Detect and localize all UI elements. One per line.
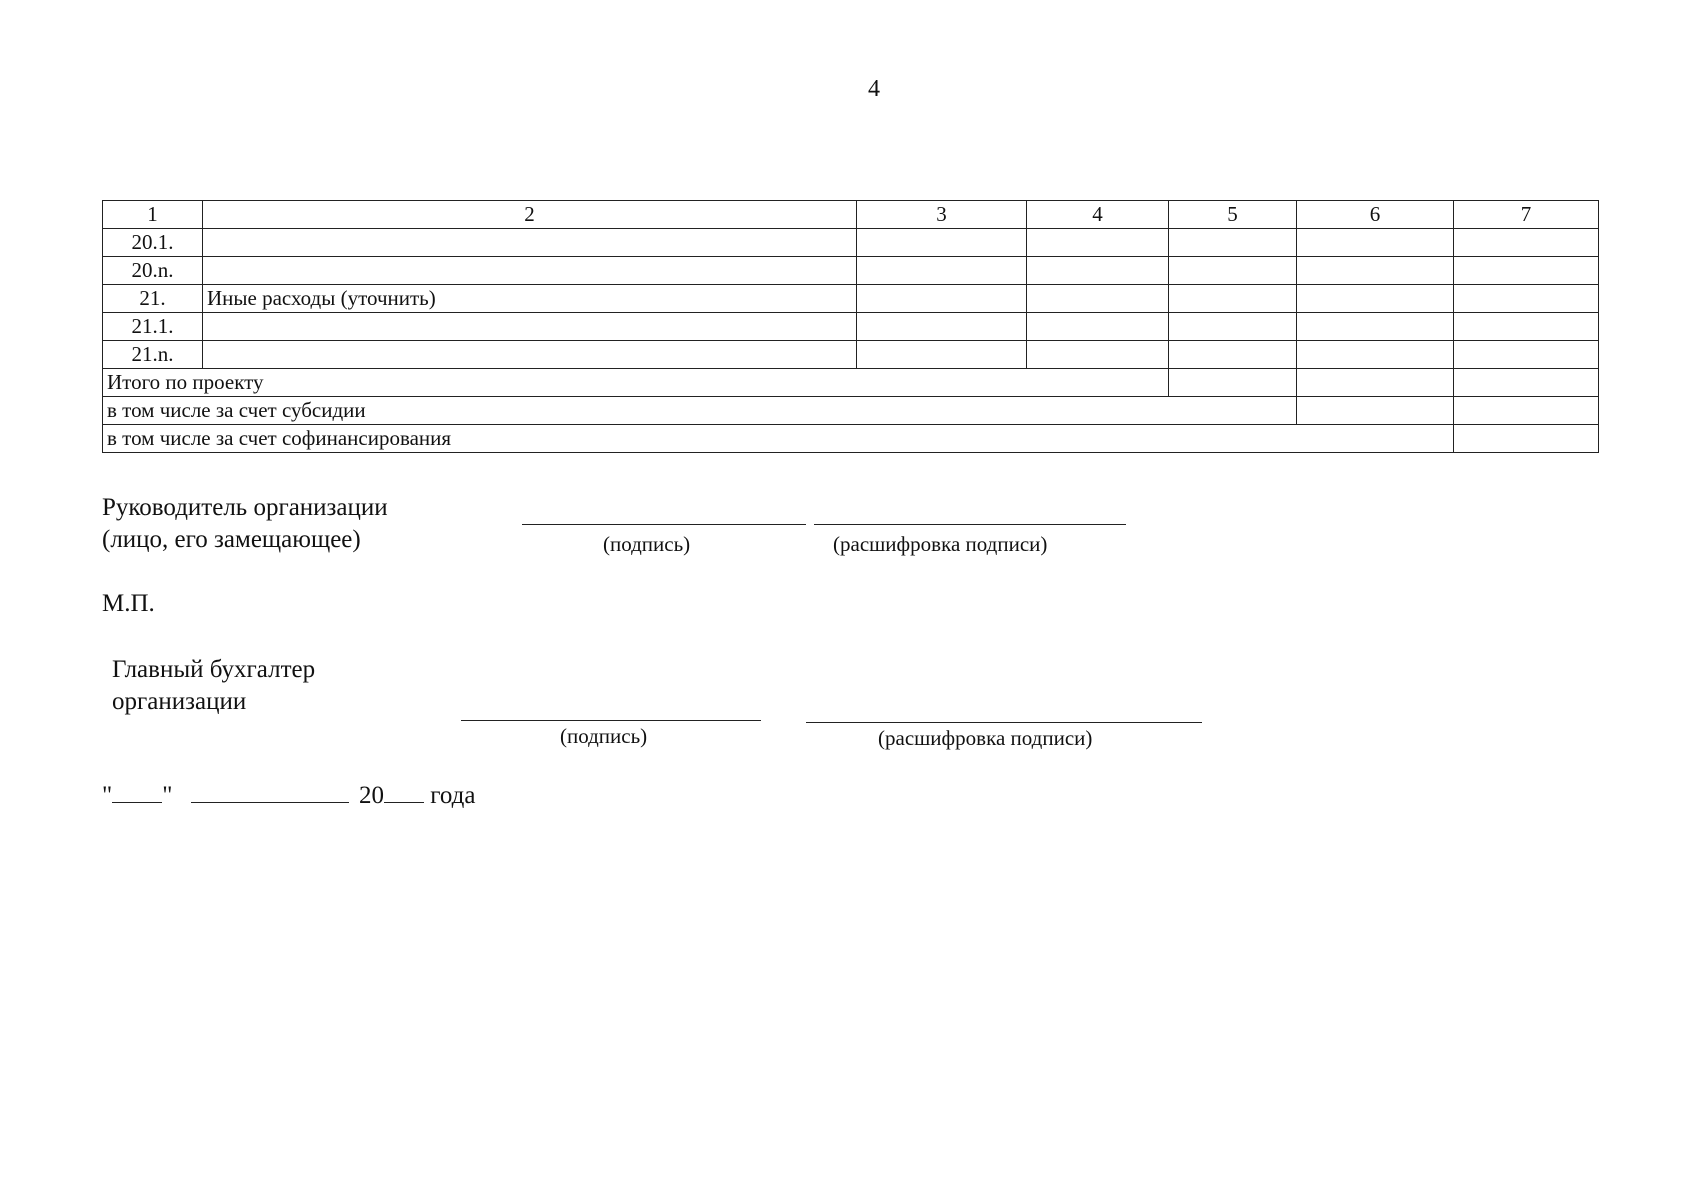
table-cell bbox=[1297, 229, 1454, 257]
table-cell bbox=[1454, 285, 1599, 313]
table-cell bbox=[1027, 229, 1169, 257]
table-row bbox=[103, 313, 1599, 341]
head-title-line1: Руководитель организации bbox=[102, 494, 388, 521]
table-cell bbox=[857, 285, 1027, 313]
table-cell bbox=[1297, 313, 1454, 341]
table-cell bbox=[1027, 257, 1169, 285]
accountant-title-line1: Главный бухгалтер bbox=[112, 656, 316, 683]
table-cell bbox=[1454, 341, 1599, 369]
subsidy-label: в том числе за счет субсидии bbox=[103, 397, 1297, 425]
table-row bbox=[103, 285, 1599, 313]
table-cell bbox=[1169, 313, 1297, 341]
table-cell bbox=[1027, 285, 1169, 313]
total-project-row bbox=[103, 369, 1599, 397]
row-number: 21. bbox=[103, 285, 203, 313]
table-cell bbox=[1169, 257, 1297, 285]
table-cell bbox=[1454, 425, 1599, 453]
month-blank bbox=[191, 780, 349, 803]
table-cell bbox=[1169, 369, 1297, 397]
table-cell bbox=[1454, 313, 1599, 341]
accountant-signature-caption: (подпись) bbox=[560, 724, 648, 748]
header-col-7: 7 bbox=[1454, 201, 1599, 229]
table-cell bbox=[1169, 341, 1297, 369]
year-prefix: 20 bbox=[358, 782, 384, 809]
row-number: 21.n. bbox=[103, 341, 203, 369]
day-blank bbox=[112, 780, 162, 803]
table-cell bbox=[857, 341, 1027, 369]
page-number: 4 bbox=[868, 76, 880, 102]
head-signature-caption: (подпись) bbox=[603, 532, 691, 556]
accountant-decode-line bbox=[806, 722, 1202, 723]
table-cell bbox=[857, 313, 1027, 341]
head-title-line2: (лицо, его замещающее) bbox=[102, 526, 361, 553]
table-cell bbox=[1297, 397, 1454, 425]
cofinancing-label: в том числе за счет софинансирования bbox=[103, 425, 1454, 453]
cofinancing-row bbox=[103, 425, 1599, 453]
row-name bbox=[203, 341, 857, 369]
accountant-decode-caption: (расшифровка подписи) bbox=[878, 726, 1093, 750]
row-number: 20.n. bbox=[103, 257, 203, 285]
date-quote-close: " bbox=[162, 782, 173, 809]
header-col-4: 4 bbox=[1027, 201, 1169, 229]
total-project-label: Итого по проекту bbox=[103, 369, 1169, 397]
table-header-row bbox=[103, 201, 1599, 229]
head-signature-line bbox=[522, 524, 806, 525]
row-name: Иные расходы (уточнить) bbox=[203, 285, 857, 313]
table-cell bbox=[1297, 257, 1454, 285]
table-cell bbox=[1027, 341, 1169, 369]
header-col-6: 6 bbox=[1297, 201, 1454, 229]
table-cell bbox=[1454, 257, 1599, 285]
table-row bbox=[103, 257, 1599, 285]
row-name bbox=[203, 229, 857, 257]
table-cell bbox=[1297, 341, 1454, 369]
header-col-5: 5 bbox=[1169, 201, 1297, 229]
subsidy-row bbox=[103, 397, 1599, 425]
table-row bbox=[103, 341, 1599, 369]
table-cell bbox=[857, 229, 1027, 257]
row-name bbox=[203, 257, 857, 285]
row-name bbox=[203, 313, 857, 341]
table-cell bbox=[1027, 313, 1169, 341]
budget-table bbox=[102, 200, 1599, 453]
table-cell bbox=[1169, 285, 1297, 313]
head-decode-caption: (расшифровка подписи) bbox=[833, 532, 1048, 556]
stamp-label: М.П. bbox=[102, 590, 155, 617]
accountant-signature-line bbox=[461, 720, 761, 721]
accountant-title-line2: организации bbox=[112, 688, 247, 715]
table-row bbox=[103, 229, 1599, 257]
table-cell bbox=[1297, 285, 1454, 313]
table-cell bbox=[857, 257, 1027, 285]
date-quote-open: " bbox=[102, 782, 113, 809]
year-suffix: года bbox=[430, 782, 476, 809]
header-col-2: 2 bbox=[203, 201, 857, 229]
head-decode-line bbox=[814, 524, 1126, 525]
table-cell bbox=[1454, 229, 1599, 257]
year-blank bbox=[384, 780, 424, 803]
row-number: 20.1. bbox=[103, 229, 203, 257]
table-cell bbox=[1454, 369, 1599, 397]
header-col-3: 3 bbox=[857, 201, 1027, 229]
table-cell bbox=[1169, 229, 1297, 257]
date-line bbox=[102, 780, 475, 810]
table-cell bbox=[1297, 369, 1454, 397]
table-cell bbox=[1454, 397, 1599, 425]
header-col-1: 1 bbox=[103, 201, 203, 229]
row-number: 21.1. bbox=[103, 313, 203, 341]
